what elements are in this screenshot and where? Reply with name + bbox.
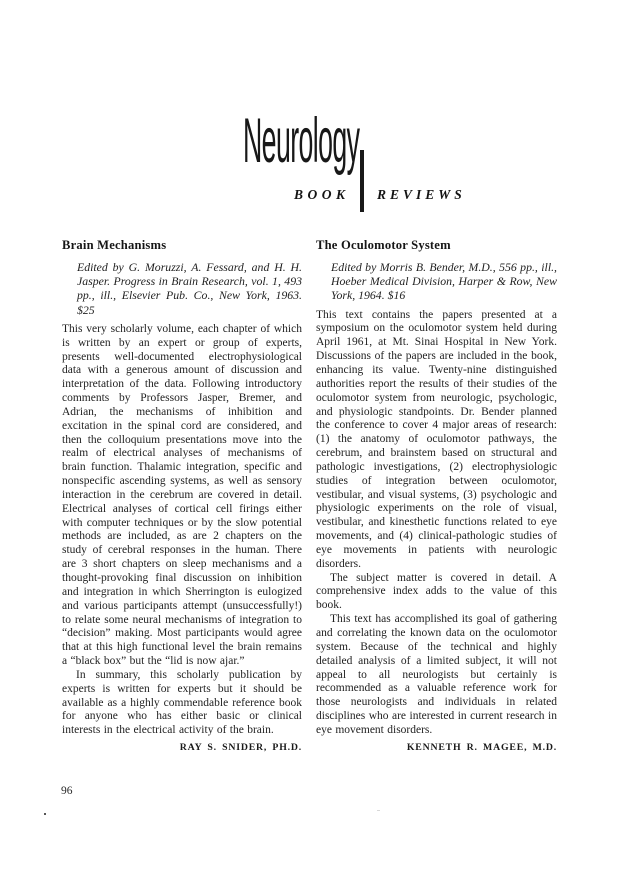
- logo-divider-bar: [360, 150, 364, 212]
- review-brain-mechanisms: [62, 238, 302, 753]
- scan-speck: [377, 810, 380, 811]
- review-paragraph: This text contains the papers presented at a symposium on the oculomotor system held during April 1961, at Mt. Sinai Hospital in New York. Discussions of the papers are included in the book, enhancing its value. Twenty-nine distinguished authorities report the results of their studies of the oculomotor system from neurologic, psychologic, and physiologic standpoints. Dr. Bender planned the conference to cover 4 major areas of research: (1) the anatomy of oculomotor pathways, the cerebrum, and brainstem based on structural and pathologic investigations, (2) electrophysiologic studies of integration between oculomotor, vestibular, and visual systems, (3) psychologic and physiologic experiments on the role of visual, vestibular, and kinesthetic functions related to eye movements, and (4) clinical-pathologic studies of eye movements in patients with neurologic disorders.: [316, 308, 557, 570]
- review-oculomotor-system: [316, 238, 557, 753]
- review-body: [316, 309, 557, 738]
- scan-speck: [44, 813, 46, 815]
- section-label-reviews: REVIEWS: [377, 187, 466, 202]
- review-title: The Oculomotor System: [316, 238, 451, 252]
- review-paragraph: This text has accomplished its goal of gathering and correlating the known data on the oculomotor system. Because of the technical and highly detailed analysis of a limited subject, it will not appeal to all neurologists but certainly is recommended as a valuable reference work for those neurologists and individuals in related disciplines who are interested in current research in eye movement disorders.: [316, 613, 557, 736]
- journal-logo: Neurology: [243, 103, 360, 176]
- review-paragraph: In summary, this scholarly publication by experts is written for experts but it should be available as a highly commendable reference book for anyone who has either basic or clinical interests in the electrical activity of the brain.: [62, 668, 302, 737]
- review-citation: Edited by G. Moruzzi, A. Fessard, and H. H. Jasper. Progress in Brain Research, vol. 1, 493 pp., ill., Elsevier Pub. Co., New York, 1963. $25: [77, 260, 302, 317]
- reviewer-byline: RAY S. SNIDER, PH.D.: [179, 742, 302, 754]
- review-citation: Edited by Morris B. Bender, M.D., 556 pp., ill., Hoeber Medical Division, Harper & Row, New York, 1964. $16: [331, 260, 557, 303]
- reviewer-byline: KENNETH R. MAGEE, M.D.: [406, 741, 557, 753]
- page-number: 96: [61, 785, 73, 797]
- review-body: [62, 323, 302, 738]
- review-paragraph: The subject matter is covered in detail. A comprehensive index adds to the value of this book.: [316, 571, 557, 612]
- review-title: Brain Mechanisms: [62, 238, 167, 252]
- section-label-book: BOOK: [294, 187, 350, 202]
- review-paragraph: This very scholarly volume, each chapter of which is written by an expert or group of experts, presents well-documented electrophysiological data with a generous amount of discussion and interpretation of the data. Following introductory comments by Professors Jasper, Bremer, and Adrian, the mechanisms of inhibition and excitation in the spinal cord are considered, and then the colloquium presentations move into the realm of electrical analyses of mechanisms of brain function. Thalamic integration, specific and nonspecific ascending systems, as well as sensory interaction in the cerebrum are covered in detail. Electrical analyses of cortical cell firings either with computer techniques or by the slow potential methods are included, as are 2 chapters on the study of cerebral responses in the human. There are 3 short chapters on sleep mechanisms and a thought-provoking final discussion on inhibition and integration in which Sherrington is eulogized and various participants attempt (unsuccessfully!) to relate some neural mechanisms of integration to “decision” making. Most participants would agree that at this high functional level the brain remains a “black box” but the “lid is now ajar.”: [62, 322, 302, 668]
